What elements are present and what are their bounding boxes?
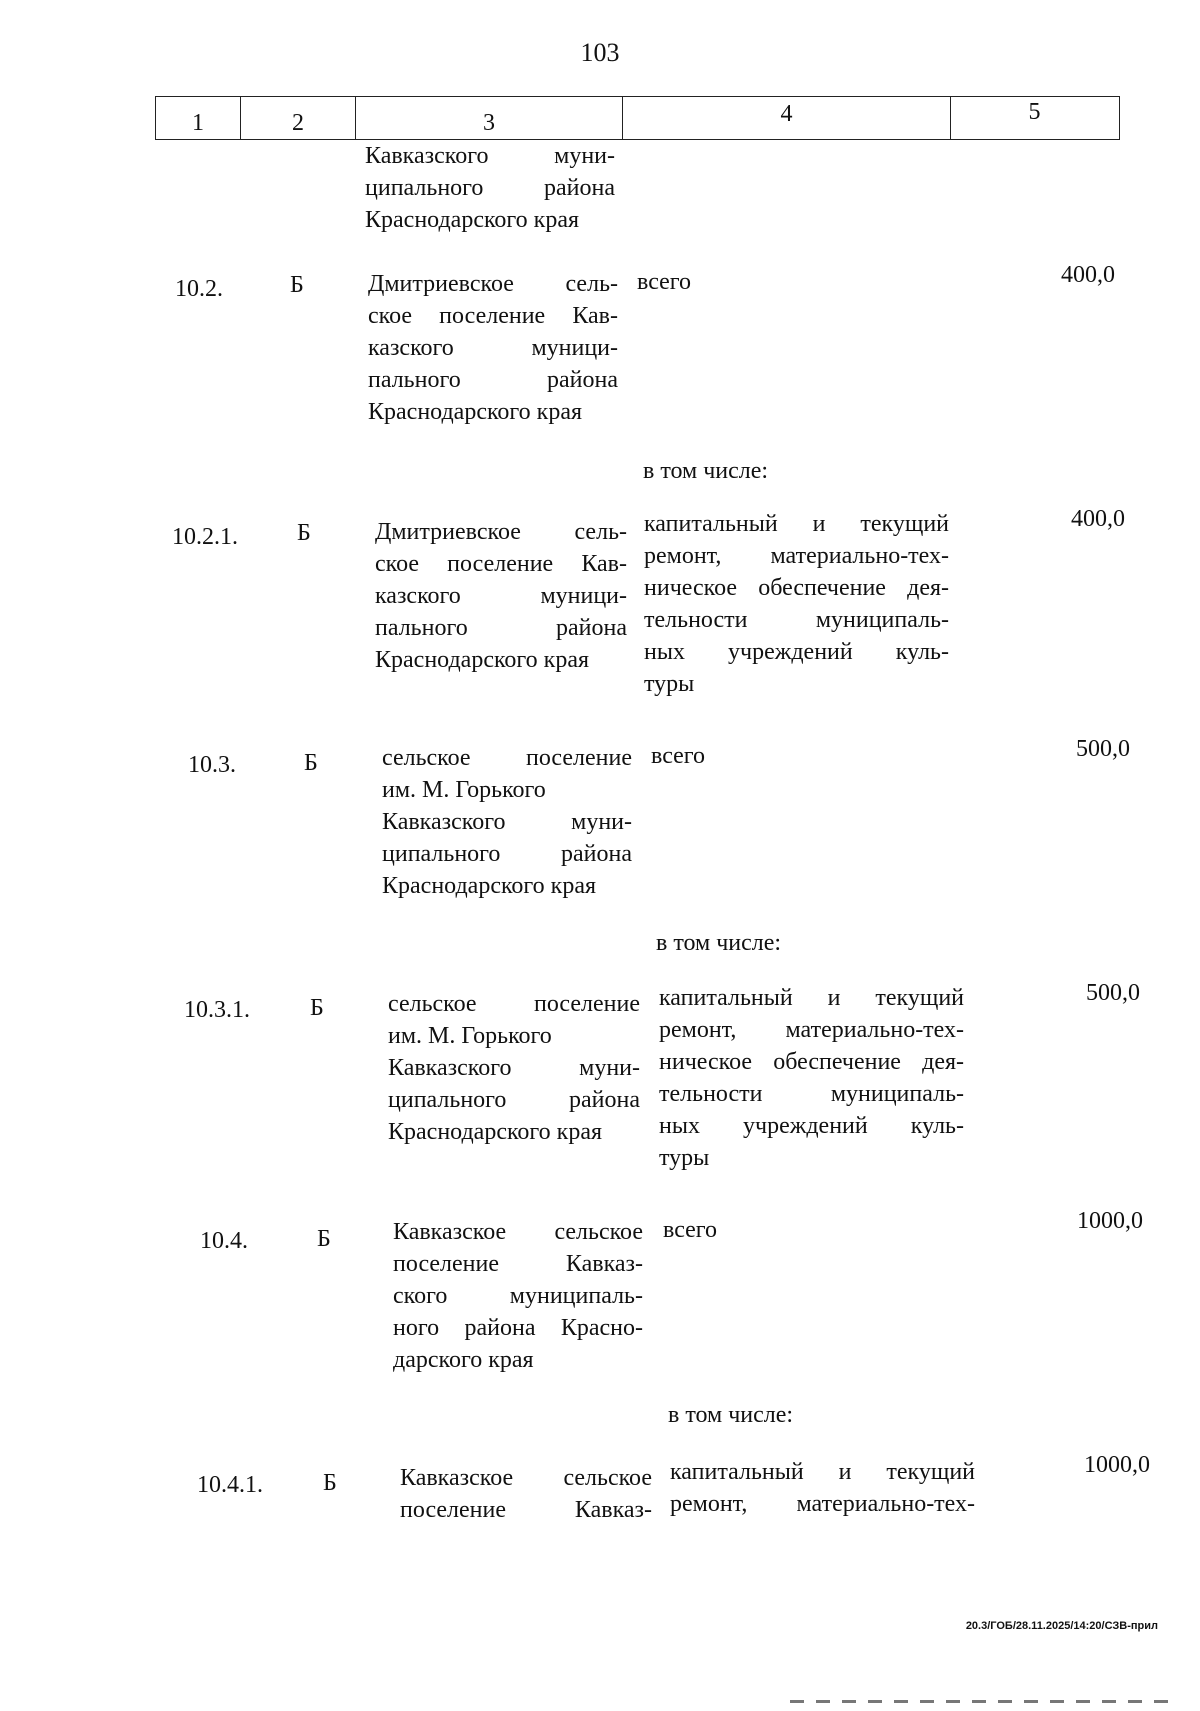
row-number: 10.3. (188, 752, 236, 778)
row-name: Дмитриевское сель- ское поселение Кав- казского муници- пального района Краснодарского края (368, 271, 618, 425)
row-name: Дмитриевское сель- ское поселение Кав- казского муници- пального района Краснодарского края (375, 519, 627, 673)
header-col-2: 2 (241, 97, 356, 139)
row-amount: 1000,0 (1084, 1452, 1150, 1478)
row-number: 10.2.1. (172, 524, 238, 550)
table-header-row (155, 96, 1120, 140)
header-col-5: 5 (1028, 99, 1041, 125)
row-section: Б (290, 272, 304, 298)
row-amount: 400,0 (1061, 262, 1115, 288)
row-number: 10.4. (200, 1228, 248, 1254)
row-name: сельское поселение им. М. Горького Кавказского муни- ципального района Краснодарского края (382, 745, 632, 899)
row-section: Б (317, 1226, 331, 1252)
row-purpose: всего (663, 1217, 718, 1243)
row-section: Б (297, 520, 311, 546)
row-section: Б (310, 995, 324, 1021)
row-purpose: капитальный и текущий ремонт, материально-тех- ническое обеспечение дея- тельности муниципаль- ных учреждений куль- туры (644, 511, 949, 697)
row-purpose: капитальный и текущий ремонт, материально-тех- ническое обеспечение дея- тельности муниципаль- ных учреждений куль- туры (659, 985, 964, 1171)
row-number: 10.3.1. (184, 997, 250, 1023)
row-amount: 400,0 (1071, 506, 1125, 532)
document-code: 20.3/ГОБ/28.11.2025/14:20/СЗВ-прил (965, 1620, 1158, 1632)
row-number: 10.4.1. (197, 1472, 263, 1498)
header-col-4: 4 (623, 97, 951, 139)
row-amount: 1000,0 (1077, 1208, 1143, 1234)
including-label: в том числе: (643, 458, 769, 484)
header-col-1: 1 (156, 97, 241, 139)
row-purpose: всего (637, 269, 692, 295)
including-label: в том числе: (656, 930, 782, 956)
row-section: Б (323, 1470, 337, 1496)
row-amount: 500,0 (1086, 980, 1140, 1006)
row-purpose: капитальный и текущий ремонт, материально-тех- (670, 1459, 975, 1517)
row-name: сельское поселение им. М. Горького Кавказского муни- ципального района Краснодарского края (388, 991, 640, 1145)
row-name: Кавказское сельское поселение Кавказ- ского муниципаль- ного района Красно- дарского края (393, 1219, 643, 1373)
header-col-3: 3 (356, 97, 623, 139)
including-label: в том числе: (668, 1402, 794, 1428)
page-number: 103 (580, 38, 620, 67)
row-number: 10.2. (175, 276, 223, 302)
continuation-name: Кавказского муни- ципального района Краснодарского края (365, 143, 615, 233)
row-purpose: всего (651, 743, 706, 769)
row-section: Б (304, 750, 318, 776)
scan-artifact-line (790, 1700, 1170, 1703)
row-name: Кавказское сельское поселение Кавказ- (400, 1465, 652, 1523)
row-amount: 500,0 (1076, 736, 1130, 762)
